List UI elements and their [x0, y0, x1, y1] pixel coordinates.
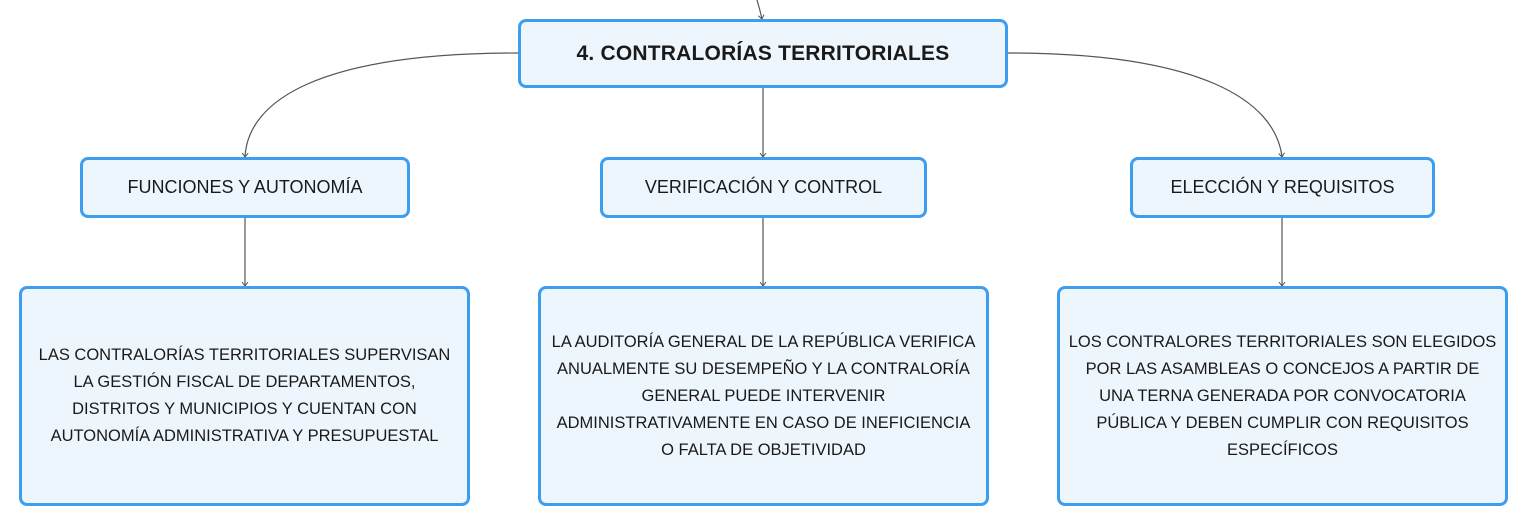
- root-topic-label: 4. CONTRALORÍAS TERRITORIALES: [576, 41, 950, 65]
- branch-title: FUNCIONES Y AUTONOMÍA: [127, 177, 363, 197]
- detail-text: LAS CONTRALORÍAS TERRITORIALES SUPERVISAN LA GESTIÓN FISCAL DE DEPARTAMENTOS, DISTRITOS Y MUNICIPIOS Y CUENTAN CON AUTONOMÍA ADMINISTRATIVA Y PRESUPUESTAL: [38, 346, 451, 445]
- detail-node-verificacion[interactable]: [538, 286, 989, 506]
- connector-root-to-branch-3: [1008, 53, 1282, 157]
- connector-root-to-branch-1: [245, 53, 518, 157]
- branch-title: ELECCIÓN Y REQUISITOS: [1170, 177, 1395, 197]
- branch-node-funciones[interactable]: [80, 157, 410, 218]
- detail-node-funciones[interactable]: [19, 286, 470, 506]
- detail-node-eleccion[interactable]: [1057, 286, 1508, 506]
- root-topic-node[interactable]: [518, 19, 1008, 88]
- branch-node-eleccion[interactable]: [1130, 157, 1435, 218]
- parent-connector: [757, 0, 762, 19]
- detail-text: LOS CONTRALORES TERRITORIALES SON ELEGIDOS POR LAS ASAMBLEAS O CONCEJOS A PARTIR DE UNA TERNA GENERADA POR CONVOCATORIA PÚBLICA Y DEBEN CUMPLIR CON REQUISITOS ESPECÍFICOS: [1068, 332, 1497, 459]
- branch-node-verificacion[interactable]: [600, 157, 927, 218]
- branch-title: VERIFICACIÓN Y CONTROL: [644, 177, 883, 197]
- detail-text: LA AUDITORÍA GENERAL DE LA REPÚBLICA VERIFICA ANUALMENTE SU DESEMPEÑO Y LA CONTRALORÍA GENERAL PUEDE INTERVENIR ADMINISTRATIVAMENTE EN CASO DE INEFICIENCIA O FALTA DE OBJETIVIDAD: [551, 332, 976, 459]
